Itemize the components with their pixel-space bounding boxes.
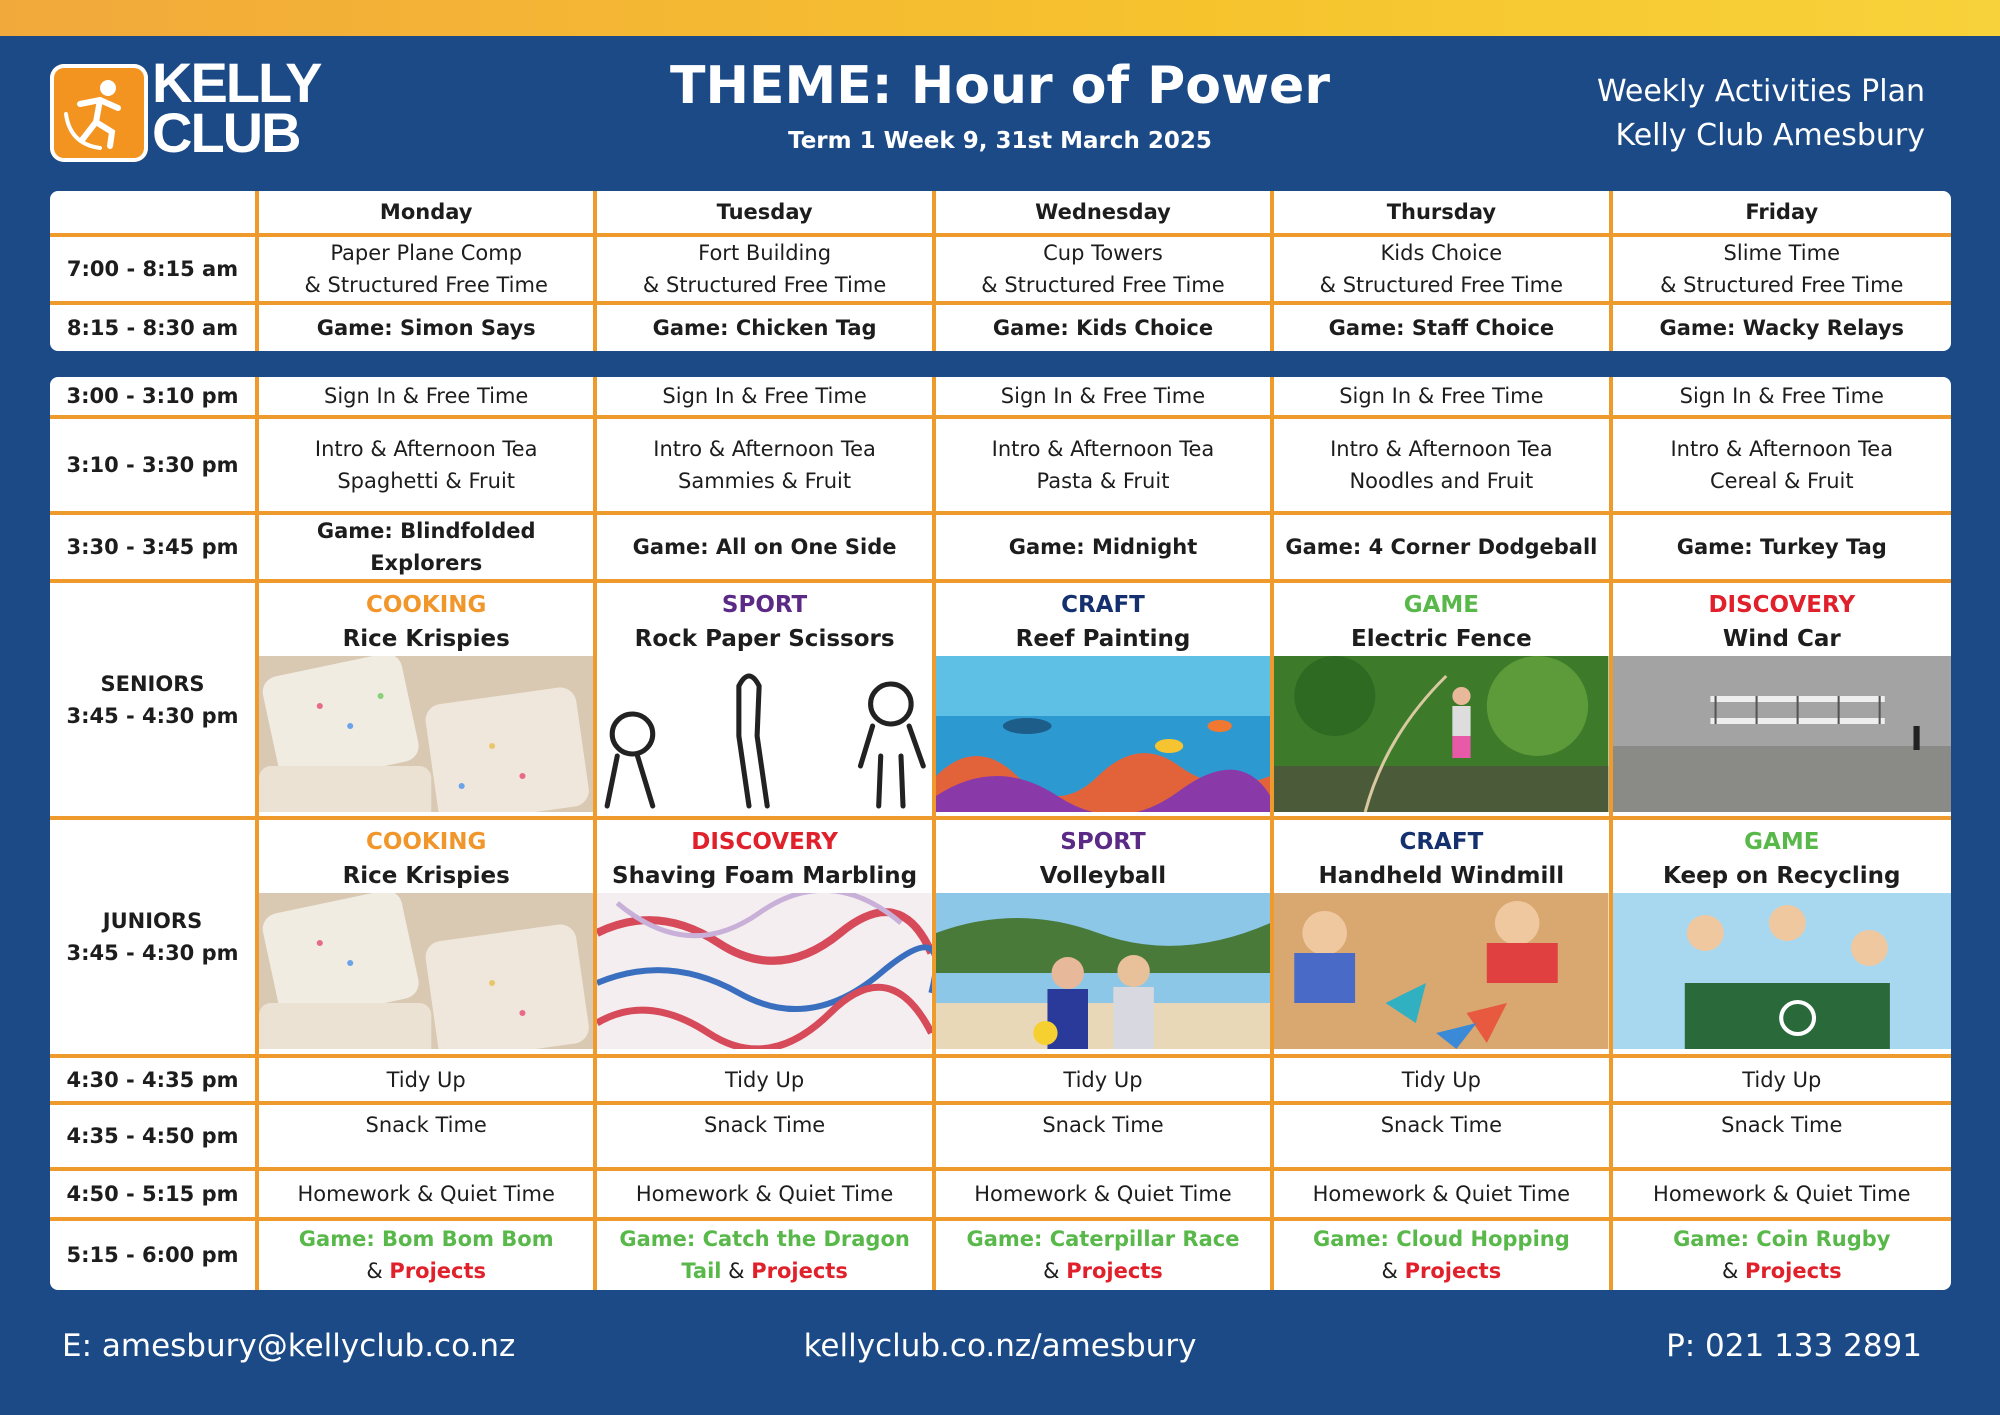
activity-cell: Sign In & Free Time — [597, 377, 935, 419]
activity-cell: Tidy Up — [936, 1058, 1274, 1104]
table-row — [50, 377, 1951, 419]
activity-cell: Sign In & Free Time — [1274, 377, 1612, 419]
day-header-row — [50, 191, 1951, 237]
activity-cell: Kids Choice & Structured Free Time — [1274, 237, 1612, 305]
table-row — [50, 1058, 1951, 1104]
activity-name: Rice Krispies — [342, 863, 510, 890]
activity-card — [936, 820, 1274, 1059]
category-label: DISCOVERY — [691, 829, 838, 856]
activity-cell: Intro & Afternoon Tea Spaghetti & Fruit — [259, 419, 597, 515]
rock-paper-scissors-image — [597, 656, 931, 812]
activity-cell: Snack Time — [259, 1105, 597, 1171]
activity-name: Electric Fence — [1351, 625, 1532, 652]
activity-cell: Fort Building & Structured Free Time — [597, 237, 935, 305]
activity-cell: Intro & Afternoon Tea Sammies & Fruit — [597, 419, 935, 515]
category-label: COOKING — [365, 829, 487, 856]
activity-cell: Tidy Up — [597, 1058, 935, 1104]
day-monday: Monday — [259, 191, 597, 237]
table-row — [50, 237, 1951, 305]
footer-website[interactable]: kellyclub.co.nz/amesbury — [803, 1328, 1197, 1364]
game-cell: Game: Staff Choice — [1274, 305, 1612, 351]
morning-schedule — [50, 191, 1951, 351]
activity-card — [259, 583, 597, 820]
game-cell: Game: Turkey Tag — [1613, 515, 1951, 583]
activity-cell: Cup Towers & Structured Free Time — [936, 237, 1274, 305]
top-accent-bar — [0, 0, 2000, 36]
reef-painting-image — [936, 656, 1270, 812]
activity-name: Handheld Windmill — [1318, 863, 1565, 890]
game-cell: Game: Blindfolded Explorers — [259, 515, 597, 583]
footer-email[interactable]: E: amesbury@kellyclub.co.nz — [62, 1328, 516, 1364]
game-cell: Game: Midnight — [936, 515, 1274, 583]
day-tuesday: Tuesday — [597, 191, 935, 237]
activity-cell: Sign In & Free Time — [936, 377, 1274, 419]
keep-on-recycling-image — [1613, 893, 1951, 1049]
category-label: CRAFT — [1399, 829, 1484, 856]
activity-name: Keep on Recycling — [1663, 863, 1901, 890]
activity-cell: Homework & Quiet Time — [259, 1171, 597, 1221]
activity-card — [1274, 583, 1612, 820]
group-label-seniors: SENIORS 3:45 - 4:30 pm — [50, 583, 259, 820]
time-label: 3:00 - 3:10 pm — [50, 377, 259, 419]
activity-card — [1274, 820, 1612, 1059]
category-label: SPORT — [721, 591, 808, 618]
activity-cell: Tidy Up — [1274, 1058, 1612, 1104]
time-label: 4:35 - 4:50 pm — [50, 1105, 259, 1171]
category-label: DISCOVERY — [1708, 591, 1856, 618]
activity-cell: Intro & Afternoon Tea Cereal & Fruit — [1613, 419, 1951, 515]
day-friday: Friday — [1613, 191, 1951, 237]
activity-card — [597, 583, 935, 820]
activity-cell: Snack Time — [1274, 1105, 1612, 1171]
time-label: 4:50 - 5:15 pm — [50, 1171, 259, 1221]
game-projects-cell: Game: Catch the Dragon Tail & Projects — [597, 1221, 935, 1290]
activity-cell: Tidy Up — [259, 1058, 597, 1104]
activity-cell: Snack Time — [936, 1105, 1274, 1171]
page-subtitle: Term 1 Week 9, 31st March 2025 — [788, 128, 1212, 154]
activity-card — [936, 583, 1274, 820]
page-title: THEME: Hour of Power — [670, 56, 1330, 116]
table-row — [50, 1171, 1951, 1221]
game-projects-cell: Game: Coin Rugby & Projects — [1673, 1227, 1891, 1284]
activity-name: Rice Krispies — [342, 625, 510, 652]
wind-car-image — [1613, 656, 1951, 812]
table-row — [50, 1221, 1951, 1290]
activity-cell: Sign In & Free Time — [259, 377, 597, 419]
time-label: 3:10 - 3:30 pm — [50, 419, 259, 515]
category-label: CRAFT — [1061, 591, 1145, 618]
juniors-row — [50, 820, 1951, 1059]
game-cell: Game: 4 Corner Dodgeball — [1274, 515, 1612, 583]
time-label: 8:15 - 8:30 am — [50, 305, 259, 351]
activity-cell: Snack Time — [1613, 1105, 1951, 1171]
activity-cell: Snack Time — [597, 1105, 935, 1171]
afternoon-schedule — [50, 377, 1951, 1290]
activity-card — [1613, 820, 1951, 1059]
footer-phone: P: 021 133 2891 — [1666, 1328, 1922, 1364]
activity-name: Rock Paper Scissors — [634, 625, 895, 652]
activity-cell: Homework & Quiet Time — [936, 1171, 1274, 1221]
group-label-juniors: JUNIORS 3:45 - 4:30 pm — [50, 820, 259, 1059]
game-projects-cell: Game: Caterpillar Race & Projects — [936, 1221, 1274, 1290]
table-row — [50, 1105, 1951, 1171]
game-cell: Game: Wacky Relays — [1659, 316, 1905, 340]
activity-card — [259, 820, 597, 1059]
kelly-club-logo — [50, 51, 321, 166]
game-projects-cell: Game: Cloud Hopping & Projects — [1274, 1221, 1612, 1290]
corner-cell — [50, 191, 259, 237]
shaving-foam-marbling-image — [597, 893, 931, 1049]
seniors-row — [50, 583, 1951, 820]
time-label: 7:00 - 8:15 am — [50, 237, 259, 305]
game-cell: Game: Kids Choice — [936, 305, 1274, 351]
category-label: GAME — [1744, 829, 1820, 856]
activity-card — [1613, 583, 1951, 820]
day-wednesday: Wednesday — [936, 191, 1274, 237]
club-location: Kelly Club Amesbury — [1615, 118, 1925, 153]
category-label: SPORT — [1060, 829, 1146, 856]
table-row — [50, 305, 1951, 351]
plan-label: Weekly Activities Plan — [1596, 74, 1925, 109]
activity-cell: Sign In & Free Time — [1613, 377, 1951, 419]
rice-krispies-image — [259, 893, 593, 1049]
day-thursday: Thursday — [1274, 191, 1612, 237]
handheld-windmill-image — [1274, 893, 1608, 1049]
activity-name: Volleyball — [1039, 863, 1167, 890]
category-label: GAME — [1403, 591, 1479, 618]
activity-cell: Homework & Quiet Time — [597, 1171, 935, 1221]
logo-figure-icon — [50, 64, 148, 162]
activity-cell: Tidy Up — [1613, 1058, 1951, 1104]
plan-info — [1597, 70, 1925, 158]
game-projects-cell: Game: Bom Bom Bom & Projects — [259, 1221, 597, 1290]
time-label: 3:30 - 3:45 pm — [50, 515, 259, 583]
activity-card — [597, 820, 935, 1059]
activity-cell: Homework & Quiet Time — [1274, 1171, 1612, 1221]
activity-cell: Intro & Afternoon Tea Pasta & Fruit — [936, 419, 1274, 515]
time-label: 5:15 - 6:00 pm — [50, 1221, 259, 1290]
volleyball-image — [936, 893, 1270, 1049]
game-cell: Game: All on One Side — [597, 515, 935, 583]
activity-cell: Intro & Afternoon Tea Noodles and Fruit — [1274, 419, 1612, 515]
activity-name: Wind Car — [1722, 625, 1841, 652]
game-cell: Game: Simon Says — [259, 305, 597, 351]
activity-cell: Homework & Quiet Time — [1613, 1171, 1951, 1221]
activity-name: Reef Painting — [1015, 625, 1191, 652]
table-row — [50, 515, 1951, 583]
activity-cell: Slime Time & Structured Free Time — [1613, 237, 1951, 305]
activity-cell: Paper Plane Comp & Structured Free Time — [259, 237, 597, 305]
electric-fence-image — [1274, 656, 1608, 812]
game-cell: Game: Chicken Tag — [597, 305, 935, 351]
time-label: 4:30 - 4:35 pm — [50, 1058, 259, 1104]
activity-name: Shaving Foam Marbling — [612, 863, 918, 890]
logo-wordmark: KELLY CLUB — [152, 51, 321, 164]
table-row — [50, 419, 1951, 515]
category-label: COOKING — [365, 591, 487, 618]
rice-krispies-image — [259, 656, 593, 812]
